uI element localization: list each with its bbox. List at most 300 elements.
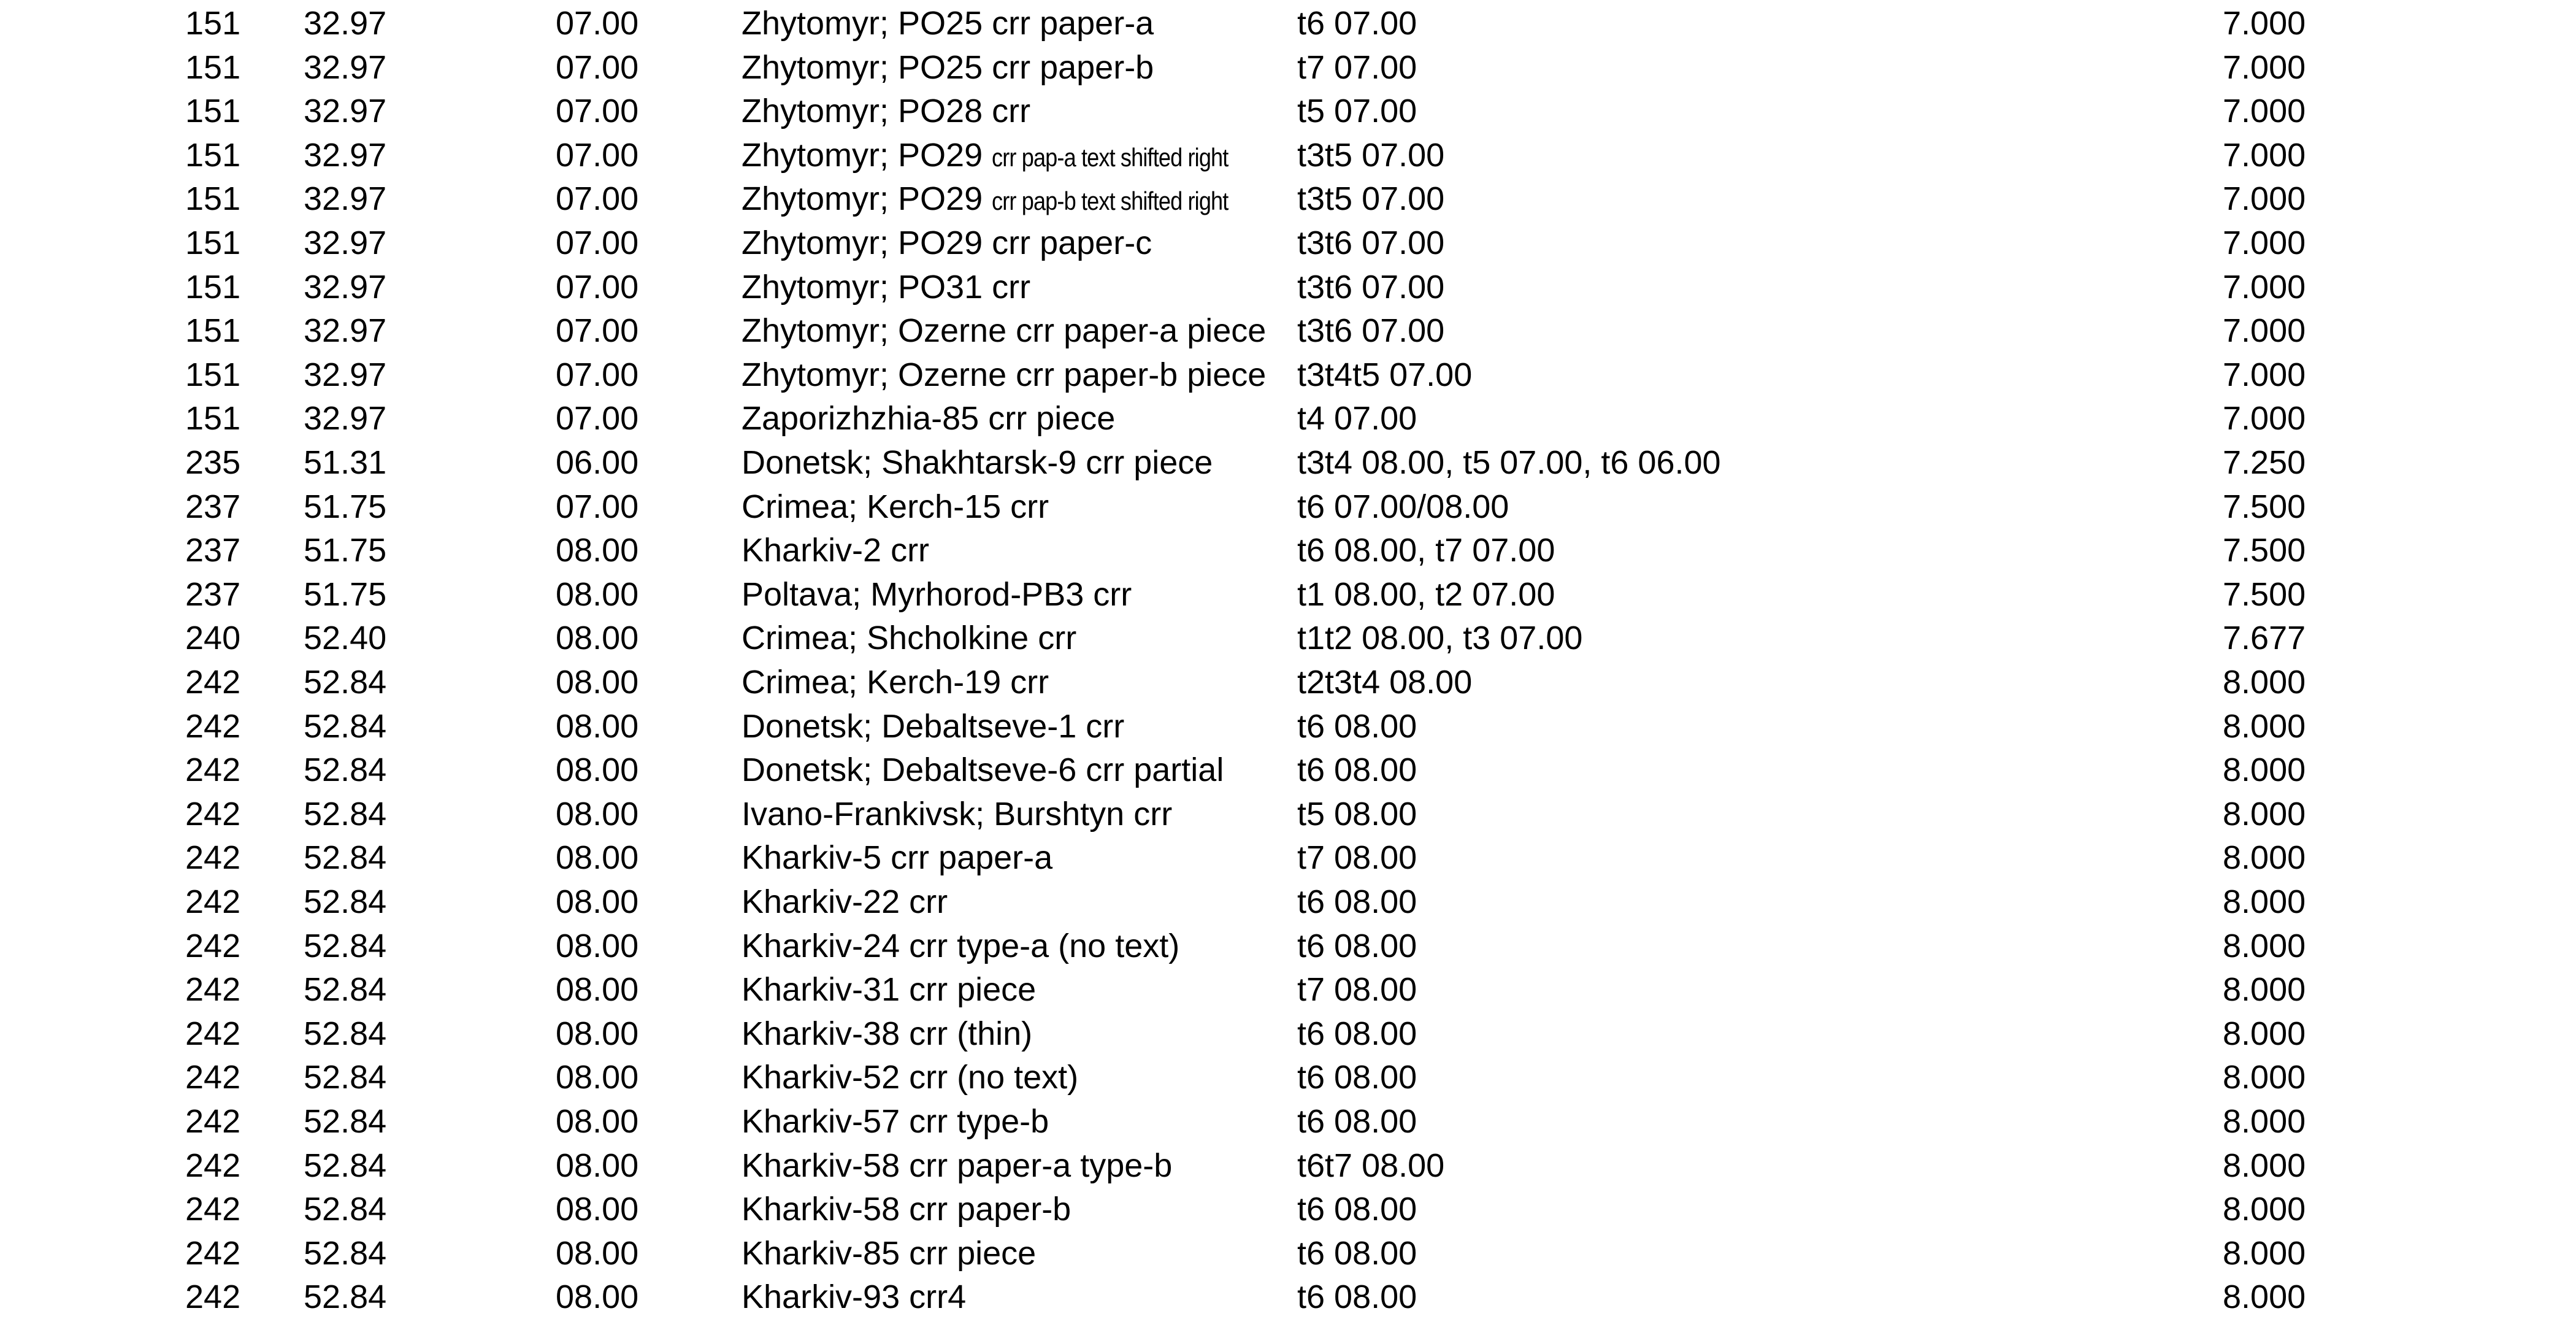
cell-col-b[interactable] — [304, 967, 386, 1012]
cell-col-b[interactable] — [304, 572, 386, 617]
cell-col-b[interactable] — [304, 836, 386, 880]
cell-value-text: 8.000 — [2223, 1147, 2306, 1184]
cell-detail[interactable] — [1297, 1231, 1417, 1275]
cell-detail[interactable] — [1297, 1275, 1417, 1319]
cell-col-c[interactable] — [556, 616, 638, 660]
cell-col-a[interactable] — [185, 1144, 240, 1188]
cell-col-b[interactable] — [304, 133, 386, 177]
cell-detail[interactable] — [1297, 528, 1555, 572]
cell-col-a[interactable] — [185, 396, 240, 440]
cell-col-a-text: 151 — [185, 400, 241, 437]
cell-col-a-text: 151 — [185, 225, 241, 261]
cell-detail[interactable] — [1297, 616, 1582, 660]
cell-col-a[interactable] — [185, 1231, 240, 1275]
cell-detail[interactable] — [1297, 924, 1417, 968]
cell-detail[interactable] — [1297, 440, 1721, 485]
cell-col-b[interactable] — [304, 485, 386, 529]
cell-col-b[interactable] — [304, 89, 386, 133]
cell-col-a-text: 242 — [185, 1279, 241, 1316]
cell-description-text: Kharkiv-24 crr type-a (no text) — [742, 927, 1180, 964]
cell-detail[interactable] — [1297, 792, 1417, 836]
cell-description[interactable] — [742, 265, 1030, 309]
cell-col-a[interactable] — [185, 177, 240, 221]
cell-col-b[interactable] — [304, 880, 386, 924]
table-row — [0, 265, 2576, 309]
cell-col-b[interactable] — [304, 265, 386, 309]
cell-description-text: Kharkiv-38 crr (thin) — [742, 1015, 1033, 1052]
cell-description-text: Zhytomyr; PO25 crr paper-a — [742, 5, 1154, 42]
cell-col-b[interactable] — [304, 528, 386, 572]
cell-col-c[interactable] — [556, 967, 638, 1012]
cell-col-c-text: 08.00 — [556, 795, 639, 833]
cell-col-c[interactable] — [556, 660, 638, 704]
cell-detail-text: t3t6 07.00 — [1297, 268, 1445, 306]
cell-col-b-text: 52.84 — [304, 839, 387, 877]
cell-col-b[interactable] — [304, 748, 386, 792]
cell-col-b-text: 51.31 — [304, 444, 387, 481]
cell-col-b-text: 52.84 — [304, 927, 387, 964]
cell-col-a[interactable] — [185, 704, 240, 748]
cell-description[interactable] — [742, 1055, 1078, 1099]
cell-col-a[interactable] — [185, 353, 240, 397]
cell-col-c[interactable] — [556, 1012, 638, 1056]
cell-col-a[interactable] — [185, 880, 240, 924]
cell-description-text: Zhytomyr; PO31 crr — [742, 268, 1031, 306]
table-row — [0, 1099, 2576, 1144]
cell-col-a[interactable] — [185, 748, 240, 792]
cell-value[interactable] — [2223, 1055, 2306, 1099]
cell-col-a-text: 151 — [185, 5, 241, 42]
cell-value[interactable] — [2223, 748, 2306, 792]
cell-value[interactable] — [2223, 924, 2306, 968]
table-row — [0, 177, 2576, 221]
cell-col-b[interactable] — [304, 1099, 386, 1144]
cell-col-c[interactable] — [556, 572, 638, 617]
cell-description-text: Donetsk; Shakhtarsk-9 crr piece — [742, 444, 1213, 481]
cell-col-a[interactable] — [185, 528, 240, 572]
cell-value-text: 8.000 — [2223, 664, 2306, 701]
cell-description[interactable] — [742, 133, 1267, 177]
cell-description[interactable] — [742, 1275, 966, 1319]
cell-col-a[interactable] — [185, 485, 240, 529]
table-row — [0, 1275, 2576, 1319]
cell-col-a[interactable] — [185, 265, 240, 309]
cell-col-b-text: 51.75 — [304, 575, 387, 613]
cell-description[interactable] — [742, 309, 1266, 353]
cell-col-c[interactable] — [556, 1187, 638, 1231]
cell-detail[interactable] — [1297, 396, 1417, 440]
cell-col-c[interactable] — [556, 792, 638, 836]
cell-description-text: Donetsk; Debaltseve-1 crr — [742, 707, 1125, 745]
cell-col-c[interactable] — [556, 924, 638, 968]
cell-detail[interactable] — [1297, 1055, 1417, 1099]
cell-detail[interactable] — [1297, 45, 1417, 90]
cell-description[interactable] — [742, 221, 1152, 265]
cell-description[interactable] — [742, 572, 1132, 617]
cell-description[interactable] — [742, 792, 1172, 836]
cell-col-c[interactable] — [556, 485, 638, 529]
cell-col-a-text: 242 — [185, 664, 241, 701]
cell-col-b[interactable] — [304, 616, 386, 660]
cell-col-a[interactable] — [185, 660, 240, 704]
cell-col-b-text: 52.40 — [304, 620, 387, 657]
cell-detail[interactable] — [1297, 221, 1444, 265]
cell-value-text: 8.000 — [2223, 971, 2306, 1009]
cell-value[interactable] — [2223, 572, 2306, 617]
cell-col-c-text: 07.00 — [556, 312, 639, 350]
cell-col-c[interactable] — [556, 309, 638, 353]
cell-description[interactable] — [742, 1231, 1036, 1275]
cell-col-b-text: 52.84 — [304, 1147, 387, 1184]
cell-col-c-text: 08.00 — [556, 1234, 639, 1272]
cell-col-c[interactable] — [556, 704, 638, 748]
cell-value[interactable] — [2223, 1231, 2306, 1275]
cell-col-a-text: 242 — [185, 752, 241, 789]
cell-detail[interactable] — [1297, 836, 1417, 880]
cell-col-b-text: 32.97 — [304, 400, 387, 437]
cell-col-a-text: 151 — [185, 136, 241, 174]
cell-value[interactable] — [2223, 353, 2306, 397]
cell-col-a[interactable] — [185, 1055, 240, 1099]
cell-col-a[interactable] — [185, 572, 240, 617]
cell-col-b[interactable] — [304, 1, 386, 45]
cell-col-c[interactable] — [556, 880, 638, 924]
cell-col-c[interactable] — [556, 1275, 638, 1319]
table-row — [0, 704, 2576, 748]
cell-description[interactable] — [742, 89, 1030, 133]
cell-description-text: Kharkiv-58 crr paper-a type-b — [742, 1147, 1173, 1184]
cell-col-a[interactable] — [185, 1275, 240, 1319]
cell-value[interactable] — [2223, 880, 2306, 924]
cell-col-b-text: 52.84 — [304, 1279, 387, 1316]
cell-col-b[interactable] — [304, 704, 386, 748]
cell-col-b-text: 32.97 — [304, 268, 387, 306]
table-row — [0, 440, 2576, 485]
cell-col-b[interactable] — [304, 792, 386, 836]
cell-description[interactable] — [742, 1012, 1032, 1056]
cell-detail[interactable] — [1297, 309, 1444, 353]
cell-description[interactable] — [742, 353, 1266, 397]
table-row — [0, 1231, 2576, 1275]
table-row — [0, 572, 2576, 617]
table-row — [0, 660, 2576, 704]
cell-col-a[interactable] — [185, 221, 240, 265]
cell-detail-text: t1t2 08.00, t3 07.00 — [1297, 620, 1583, 657]
cell-col-c[interactable] — [556, 440, 638, 485]
cell-col-b[interactable] — [304, 396, 386, 440]
cell-description-narrow-text: crr pap-a text shifted right — [992, 142, 1229, 172]
cell-value[interactable] — [2223, 440, 2306, 485]
cell-description-text: Kharkiv-58 crr paper-b — [742, 1191, 1071, 1228]
cell-col-a-text: 242 — [185, 883, 241, 920]
cell-col-a[interactable] — [185, 309, 240, 353]
cell-value-text: 8.000 — [2223, 795, 2306, 833]
cell-col-b[interactable] — [304, 1012, 386, 1056]
cell-col-a[interactable] — [185, 440, 240, 485]
cell-detail[interactable] — [1297, 133, 1444, 177]
cell-col-b-text: 52.84 — [304, 883, 387, 920]
cell-col-b[interactable] — [304, 924, 386, 968]
cell-detail[interactable] — [1297, 660, 1472, 704]
cell-description[interactable] — [742, 177, 1267, 221]
cell-col-a[interactable] — [185, 967, 240, 1012]
cell-col-b[interactable] — [304, 353, 386, 397]
cell-detail-text: t6 08.00 — [1297, 1015, 1417, 1052]
cell-col-b[interactable] — [304, 1055, 386, 1099]
cell-col-a[interactable] — [185, 133, 240, 177]
cell-description-text: Crimea; Kerch-15 crr — [742, 488, 1049, 525]
cell-col-c[interactable] — [556, 836, 638, 880]
cell-description-text: Zhytomyr; Ozerne crr paper-b piece — [742, 356, 1267, 393]
cell-col-c[interactable] — [556, 1144, 638, 1188]
cell-detail-text: t2t3t4 08.00 — [1297, 664, 1473, 701]
cell-col-b[interactable] — [304, 1187, 386, 1231]
cell-value[interactable] — [2223, 1275, 2306, 1319]
cell-value[interactable] — [2223, 1187, 2306, 1231]
cell-detail[interactable] — [1297, 177, 1444, 221]
cell-col-c[interactable] — [556, 265, 638, 309]
cell-description[interactable] — [742, 45, 1154, 90]
cell-detail-text: t6 08.00 — [1297, 1234, 1417, 1272]
cell-col-b-text: 52.84 — [304, 707, 387, 745]
cell-description-text: Kharkiv-31 crr piece — [742, 971, 1037, 1009]
cell-value[interactable] — [2223, 836, 2306, 880]
cell-col-c[interactable] — [556, 1099, 638, 1144]
cell-col-a-text: 242 — [185, 1015, 241, 1052]
cell-description[interactable] — [742, 836, 1052, 880]
table-row — [0, 89, 2576, 133]
cell-detail[interactable] — [1297, 1099, 1417, 1144]
cell-col-a-text: 242 — [185, 1103, 241, 1140]
cell-col-a[interactable] — [185, 1187, 240, 1231]
cell-detail-text: t3t6 07.00 — [1297, 225, 1445, 261]
cell-value[interactable] — [2223, 221, 2306, 265]
cell-value[interactable] — [2223, 1099, 2306, 1144]
cell-detail-text: t3t4 08.00, t5 07.00, t6 06.00 — [1297, 444, 1721, 481]
cell-value[interactable] — [2223, 177, 2306, 221]
cell-value-text: 7.500 — [2223, 575, 2306, 613]
cell-description[interactable] — [742, 704, 1124, 748]
cell-value-text: 7.677 — [2223, 620, 2306, 657]
cell-detail[interactable] — [1297, 880, 1417, 924]
cell-description[interactable] — [742, 748, 1224, 792]
cell-col-a-text: 242 — [185, 1191, 241, 1228]
cell-value-text: 7.250 — [2223, 444, 2306, 481]
cell-col-a-text: 237 — [185, 575, 241, 613]
cell-detail[interactable] — [1297, 967, 1417, 1012]
cell-value[interactable] — [2223, 1144, 2306, 1188]
cell-detail-text: t6 08.00 — [1297, 883, 1417, 920]
cell-col-b-text: 52.84 — [304, 971, 387, 1009]
cell-col-c-text: 08.00 — [556, 927, 639, 964]
cell-description[interactable] — [742, 528, 929, 572]
cell-detail[interactable] — [1297, 1144, 1444, 1188]
cell-col-a-text: 242 — [185, 707, 241, 745]
cell-col-c[interactable] — [556, 1, 638, 45]
cell-detail[interactable] — [1297, 353, 1472, 397]
cell-col-a-text: 237 — [185, 532, 241, 569]
cell-value[interactable] — [2223, 660, 2306, 704]
cell-value[interactable] — [2223, 528, 2306, 572]
cell-description[interactable] — [742, 924, 1179, 968]
cell-detail-text: t6 08.00 — [1297, 1103, 1417, 1140]
cell-col-c[interactable] — [556, 177, 638, 221]
cell-col-c-text: 06.00 — [556, 444, 639, 481]
cell-description[interactable] — [742, 1, 1154, 45]
cell-col-b[interactable] — [304, 45, 386, 90]
cell-col-a-text: 242 — [185, 971, 241, 1009]
cell-col-a[interactable] — [185, 1099, 240, 1144]
cell-detail[interactable] — [1297, 748, 1417, 792]
cell-description-narrow-text: crr pap-b text shifted right — [992, 187, 1229, 216]
table-row — [0, 1, 2576, 45]
cell-description-text: Zaporizhzhia-85 crr piece — [742, 400, 1116, 437]
cell-description[interactable] — [742, 660, 1049, 704]
cell-col-c-text: 08.00 — [556, 883, 639, 920]
cell-description-text: Kharkiv-2 crr — [742, 532, 930, 569]
cell-col-a[interactable] — [185, 792, 240, 836]
cell-description-text: Kharkiv-57 crr type-b — [742, 1103, 1049, 1140]
cell-col-c-text: 08.00 — [556, 752, 639, 789]
cell-value[interactable] — [2223, 1, 2306, 45]
cell-value[interactable] — [2223, 967, 2306, 1012]
cell-description[interactable] — [742, 880, 948, 924]
cell-col-b[interactable] — [304, 1275, 386, 1319]
cell-col-c-text: 08.00 — [556, 1103, 639, 1140]
cell-col-a[interactable] — [185, 45, 240, 90]
cell-value-text: 8.000 — [2223, 839, 2306, 877]
table-row — [0, 792, 2576, 836]
cell-col-c[interactable] — [556, 133, 638, 177]
cell-value[interactable] — [2223, 1012, 2306, 1056]
cell-col-a-text: 151 — [185, 356, 241, 393]
cell-col-b-text: 52.84 — [304, 1015, 387, 1052]
cell-value[interactable] — [2223, 792, 2306, 836]
cell-col-a[interactable] — [185, 836, 240, 880]
cell-value-text: 7.000 — [2223, 5, 2306, 42]
cell-col-b[interactable] — [304, 309, 386, 353]
cell-col-c[interactable] — [556, 748, 638, 792]
cell-description-text: Zhytomyr; PO28 crr — [742, 93, 1031, 130]
cell-col-c-text: 08.00 — [556, 1059, 639, 1096]
cell-detail[interactable] — [1297, 572, 1555, 617]
cell-col-c[interactable] — [556, 528, 638, 572]
cell-detail[interactable] — [1297, 485, 1509, 529]
cell-description[interactable] — [742, 967, 1036, 1012]
cell-value[interactable] — [2223, 616, 2306, 660]
cell-col-b[interactable] — [304, 440, 386, 485]
cell-col-b[interactable] — [304, 1231, 386, 1275]
cell-detail[interactable] — [1297, 89, 1417, 133]
cell-col-c-text: 08.00 — [556, 1191, 639, 1228]
cell-detail[interactable] — [1297, 1012, 1417, 1056]
cell-description-text: Poltava; Myrhorod-PB3 crr — [742, 575, 1132, 613]
cell-detail[interactable] — [1297, 1187, 1417, 1231]
table-row — [0, 967, 2576, 1012]
cell-col-c-text: 08.00 — [556, 1147, 639, 1184]
cell-col-c-text: 07.00 — [556, 268, 639, 306]
cell-col-c-text: 08.00 — [556, 664, 639, 701]
cell-col-a[interactable] — [185, 924, 240, 968]
cell-description[interactable] — [742, 1187, 1071, 1231]
cell-value[interactable] — [2223, 133, 2306, 177]
cell-value-text: 8.000 — [2223, 1191, 2306, 1228]
cell-detail-text: t5 08.00 — [1297, 795, 1417, 833]
cell-value[interactable] — [2223, 45, 2306, 90]
cell-detail-text: t3t5 07.00 — [1297, 136, 1445, 174]
cell-value-text: 8.000 — [2223, 752, 2306, 789]
cell-col-c[interactable] — [556, 1231, 638, 1275]
cell-detail-text: t6 08.00 — [1297, 927, 1417, 964]
cell-col-a[interactable] — [185, 616, 240, 660]
table-row — [0, 836, 2576, 880]
cell-col-c[interactable] — [556, 45, 638, 90]
cell-description[interactable] — [742, 396, 1115, 440]
cell-col-a[interactable] — [185, 1, 240, 45]
cell-col-a[interactable] — [185, 1012, 240, 1056]
cell-col-c[interactable] — [556, 396, 638, 440]
cell-description-text: Kharkiv-22 crr — [742, 883, 948, 920]
cell-value[interactable] — [2223, 265, 2306, 309]
cell-description-text: Kharkiv-5 crr paper-a — [742, 839, 1053, 877]
cell-detail-text: t7 07.00 — [1297, 48, 1417, 86]
cell-detail[interactable] — [1297, 265, 1444, 309]
cell-value[interactable] — [2223, 89, 2306, 133]
cell-col-c[interactable] — [556, 353, 638, 397]
cell-value-text: 8.000 — [2223, 1103, 2306, 1140]
cell-value[interactable] — [2223, 309, 2306, 353]
cell-col-c[interactable] — [556, 221, 638, 265]
cell-detail-text: t6 07.00 — [1297, 5, 1417, 42]
cell-description[interactable] — [742, 616, 1076, 660]
cell-value-text: 7.500 — [2223, 532, 2306, 569]
cell-detail[interactable] — [1297, 1, 1417, 45]
cell-col-b-text: 52.84 — [304, 1191, 387, 1228]
cell-description-text: Ivano-Frankivsk; Burshtyn crr — [742, 795, 1173, 833]
cell-value[interactable] — [2223, 704, 2306, 748]
cell-detail-text: t6 08.00 — [1297, 1191, 1417, 1228]
cell-col-c[interactable] — [556, 1055, 638, 1099]
cell-description-text: Kharkiv-93 crr4 — [742, 1279, 967, 1316]
cell-value[interactable] — [2223, 396, 2306, 440]
cell-description-text: Kharkiv-52 crr (no text) — [742, 1059, 1079, 1096]
cell-col-b[interactable] — [304, 660, 386, 704]
cell-col-c-text: 07.00 — [556, 136, 639, 174]
cell-description-text: Zhytomyr; PO29 — [742, 136, 992, 174]
cell-detail-text: t6 08.00 — [1297, 752, 1417, 789]
cell-col-a-text: 240 — [185, 620, 241, 657]
cell-value[interactable] — [2223, 485, 2306, 529]
cell-col-c-text: 08.00 — [556, 620, 639, 657]
cell-col-b[interactable] — [304, 221, 386, 265]
cell-col-a-text: 151 — [185, 48, 241, 86]
cell-detail[interactable] — [1297, 704, 1417, 748]
cell-value-text: 7.500 — [2223, 488, 2306, 525]
cell-description[interactable] — [742, 1099, 1049, 1144]
cell-value-text: 8.000 — [2223, 1279, 2306, 1316]
cell-col-c[interactable] — [556, 89, 638, 133]
cell-description[interactable] — [742, 1144, 1172, 1188]
cell-col-b-text: 52.84 — [304, 795, 387, 833]
cell-col-b-text: 32.97 — [304, 312, 387, 350]
cell-col-c-text: 08.00 — [556, 1279, 639, 1316]
cell-col-b[interactable] — [304, 177, 386, 221]
cell-description[interactable] — [742, 485, 1049, 529]
cell-description[interactable] — [742, 440, 1213, 485]
cell-value-text: 8.000 — [2223, 1059, 2306, 1096]
cell-col-a[interactable] — [185, 89, 240, 133]
cell-col-b[interactable] — [304, 1144, 386, 1188]
